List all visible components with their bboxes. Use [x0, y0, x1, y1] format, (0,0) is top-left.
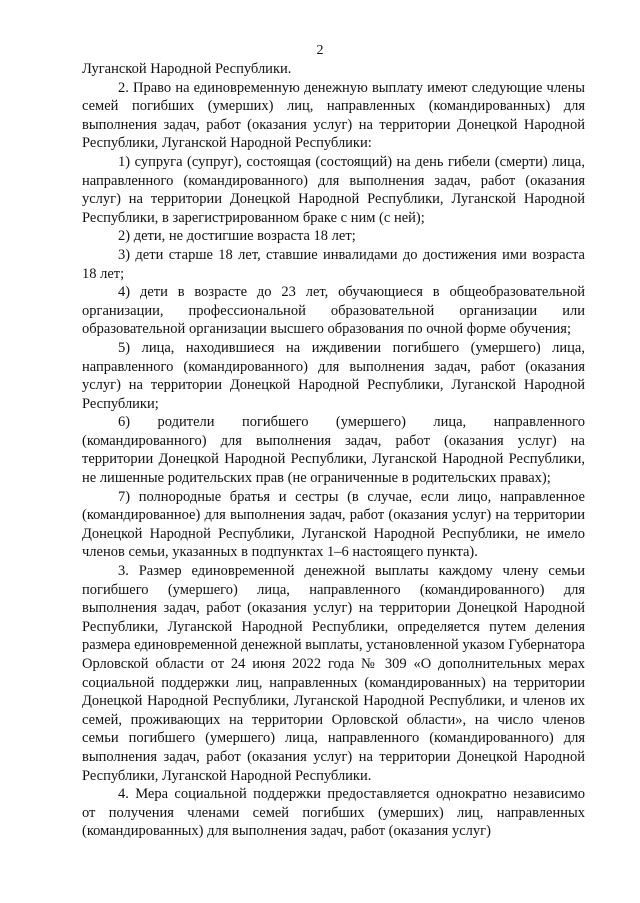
paragraph-subitem-5: 5) лица, находившиеся на иждивении погибшего (умершего) лица, направленного (командированного) для выполнения задач, работ (оказания услуг) на территории Донецкой Народной Республики, Луганской Народной Республики; — [82, 339, 585, 412]
paragraph-item-2: 2. Право на единовременную денежную выплату имеют следующие члены семей погибших (умерших) лиц, направленных (командированных) для выполнения задач, работ (оказания услуг) на территории Донецкой Народной Республики, Луганской Народной Республики: — [82, 79, 585, 152]
paragraph-item-4: 4. Мера социальной поддержки предоставляется однократно независимо от получения членами семей погибших (умерших) лиц, направленных (командированных) для выполнения задач, работ (оказания услуг) — [82, 786, 585, 840]
page-number: 2 — [316, 43, 324, 58]
paragraph-subitem-3: 3) дети старше 18 лет, ставшие инвалидами до достижения ими возраста 18 лет; — [82, 246, 585, 282]
document-body — [82, 60, 585, 841]
paragraph-subitem-2: 2) дети, не достигшие возраста 18 лет; — [118, 228, 356, 245]
paragraph-item-3: 3. Размер единовременной денежной выплаты каждому члену семьи погибшего (умершего) лица, направленного (командированного) для выполнения задач, работ (оказания услуг) на территории Донецкой Народной Республики, Луганской Народной Республики, определяется путем деления размера единовременной денежной выплаты, установленной указом Губернатора Орловской области от 24 июня 2022 года № 309 «О дополнительных мерах социальной поддержки лиц, направленных (командированных) на территории Донецкой Народной Республики, Луганской Народной Республики, и членов их семей, проживающих на территории Орловской области», на число членов семьи погибшего (умершего) лица, направленного (командированного) для выполнения задач, работ (оказания услуг) на территории Донецкой Народной Республики, Луганской Народной Республики. — [82, 563, 585, 784]
paragraph-subitem-4: 4) дети в возрасте до 23 лет, обучающиеся в общеобразовательной организации, профессиональной образовательной организации или образовательной организации высшего образования по очной форме обучения; — [82, 284, 585, 338]
paragraph-subitem-6: 6) родители погибшего (умершего) лица, направленного (командированного) для выполнения задач, работ (оказания услуг) на территории Донецкой Народной Республики, Луганской Народной Республики, не лишенные родительских прав (не ограниченные в родительских правах); — [82, 414, 585, 487]
paragraph-subitem-1: 1) супруга (супруг), состоящая (состоящий) на день гибели (смерти) лица, направленного (командированного) для выполнения задач, работ (оказания услуг) на территории Донецкой Народной Республики, Луганской Народной Республики, в зарегистрированном браке с ним (с ней); — [82, 153, 585, 226]
paragraph-continuation: Луганской Народной Республики. — [82, 61, 292, 77]
paragraph-subitem-7: 7) полнородные братья и сестры (в случае, если лицо, направленное (командированное) для выполнения задач, работ (оказания услуг) на территории Донецкой Народной Республики, Луганской Народной Республики, не имело членов семьи, указанных в подпунктах 1–6 настоящего пункта). — [82, 488, 585, 561]
